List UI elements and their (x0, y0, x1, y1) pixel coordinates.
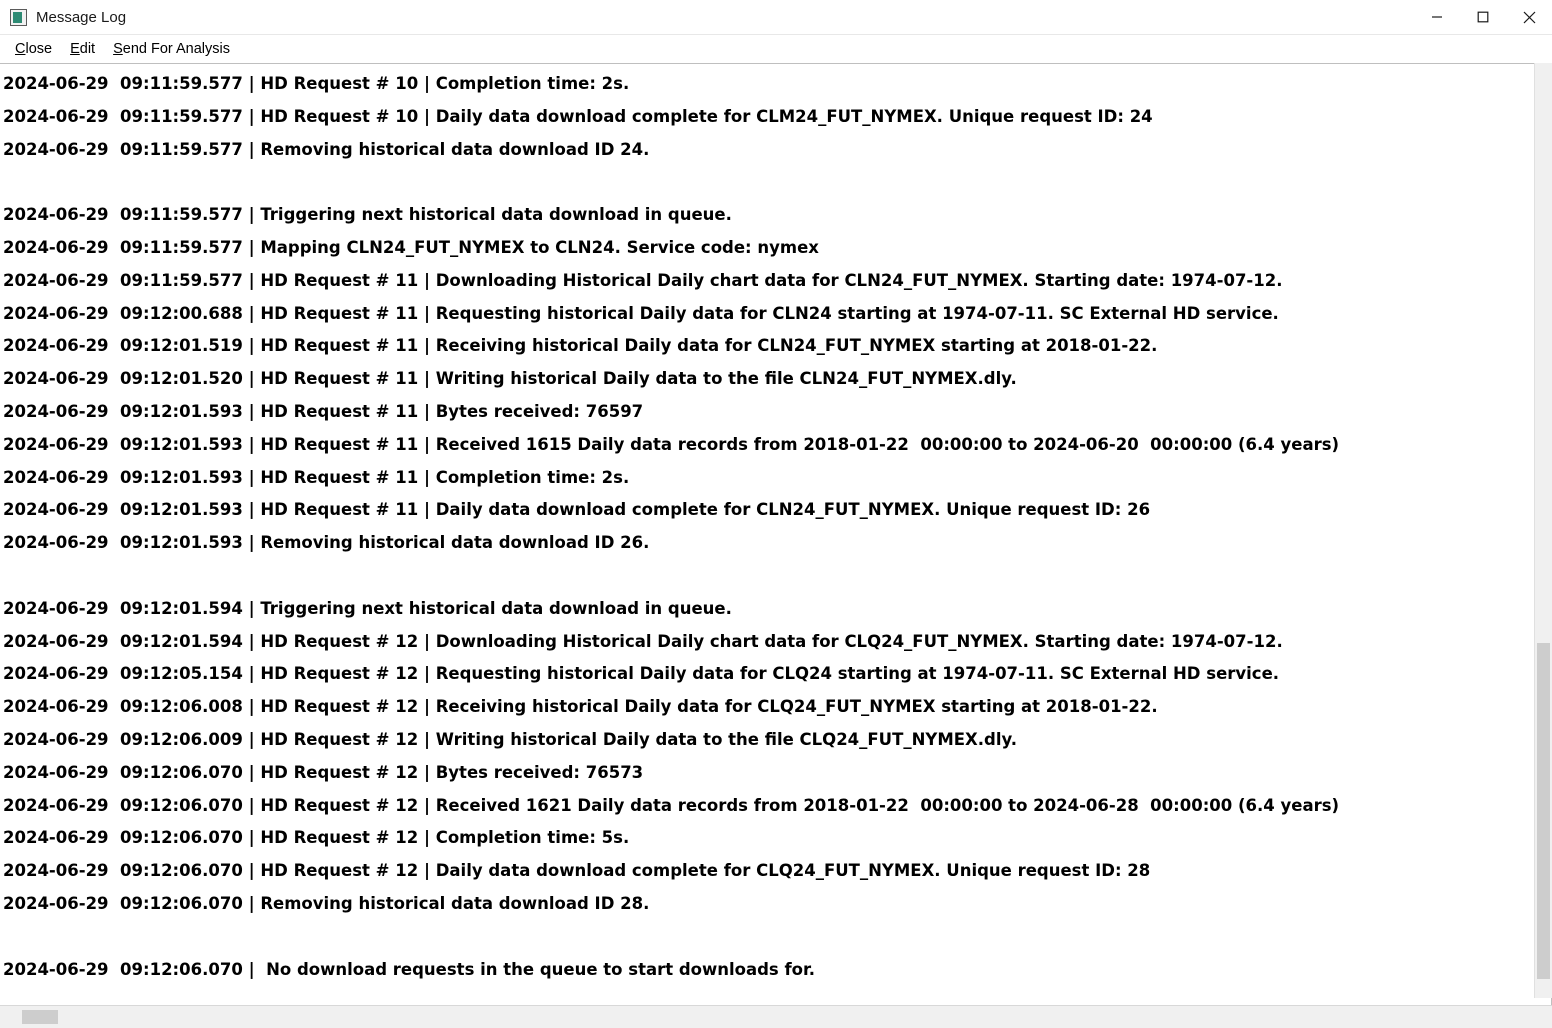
menu-item-edit-label: dit (79, 40, 96, 57)
log-line: 2024-06-29 09:12:00.688 | HD Request # 11 | Requesting historical Daily data for CLN24 starting at 1974-07-11. SC External HD service. (3, 303, 1279, 323)
log-line (0, 166, 1551, 199)
minimize-button[interactable] (1414, 0, 1460, 34)
log-line: 2024-06-29 09:12:06.070 | Removing historical data download ID 28. (3, 893, 650, 913)
log-line: 2024-06-29 09:12:01.594 | Triggering next historical data download in queue. (3, 598, 732, 618)
menu-item-close[interactable] (8, 39, 59, 60)
log-line: 2024-06-29 09:12:01.593 | HD Request # 11 | Received 1615 Daily data records from 2018-01-22 00:00:00 to 2024-06-20 00:00:00 (6.4 years) (3, 434, 1340, 454)
menu-bar (0, 35, 1552, 64)
title-bar (0, 0, 1552, 35)
scrollbar-corner (1535, 1006, 1552, 1028)
log-line: 2024-06-29 09:11:59.577 | HD Request # 10 | Completion time: 2s. (3, 74, 630, 93)
log-line: 2024-06-29 09:12:01.593 | HD Request # 11 | Completion time: 2s. (3, 467, 630, 487)
close-button[interactable] (1506, 0, 1552, 34)
message-log-icon (10, 9, 27, 26)
log-line (0, 560, 1551, 593)
log-line: 2024-06-29 09:12:01.593 | HD Request # 11 | Daily data download complete for CLN24_FUT_NYMEX. Unique request ID: 26 (3, 500, 1151, 520)
menu-item-edit-accel: E (70, 40, 80, 57)
vertical-scrollbar-thumb[interactable] (1537, 643, 1550, 980)
window-title: Message Log (36, 8, 127, 26)
horizontal-scrollbar[interactable] (0, 1005, 1552, 1028)
log-line: 2024-06-29 09:12:06.070 | HD Request # 12 | Bytes received: 76573 (3, 762, 644, 782)
log-viewport[interactable] (0, 64, 1552, 1028)
menu-item-edit[interactable] (63, 39, 102, 60)
log-line: 2024-06-29 09:12:06.070 | HD Request # 12 | Daily data download complete for CLQ24_FUT_NYMEX. Unique request ID: 28 (3, 861, 1151, 881)
log-line: 2024-06-29 09:12:01.593 | HD Request # 11 | Bytes received: 76597 (3, 401, 644, 421)
window-controls (1414, 0, 1552, 34)
log-line: 2024-06-29 09:12:01.594 | HD Request # 12 | Downloading Historical Daily chart data for CLQ24_FUT_NYMEX. Starting date: 1974-07-12. (3, 631, 1283, 651)
menu-item-send-label: end For Analysis (122, 40, 230, 57)
menu-item-close-accel: C (15, 40, 26, 57)
menu-item-send-for-analysis[interactable] (106, 39, 237, 60)
maximize-button[interactable] (1460, 0, 1506, 34)
menu-item-close-label: lose (25, 40, 53, 57)
log-line: 2024-06-29 09:12:06.070 | No download requests in the queue to start downloads for. (3, 959, 816, 979)
log-line: 2024-06-29 09:12:06.008 | HD Request # 12 | Receiving historical Daily data for CLQ24_FUT_NYMEX starting at 2018-01-22. (3, 697, 1158, 717)
log-text-area[interactable] (0, 64, 1551, 1028)
log-line: 2024-06-29 09:12:01.519 | HD Request # 11 | Receiving historical Daily data for CLN24_FUT_NYMEX starting at 2018-01-22. (3, 336, 1158, 356)
log-line: 2024-06-29 09:11:59.577 | HD Request # 10 | Daily data download complete for CLM24_FUT_NYMEX. Unique request ID: 24 (3, 106, 1153, 126)
log-line (0, 921, 1551, 954)
log-line: 2024-06-29 09:11:59.577 | HD Request # 11 | Downloading Historical Daily chart data for CLN24_FUT_NYMEX. Starting date: 1974-07-12. (3, 270, 1283, 290)
log-line: 2024-06-29 09:12:05.154 | HD Request # 12 | Requesting historical Daily data for CLQ24 starting at 1974-07-11. SC External HD service. (3, 664, 1280, 684)
log-line: 2024-06-29 09:11:59.577 | Removing historical data download ID 24. (3, 139, 650, 159)
log-line: 2024-06-29 09:12:01.593 | Removing historical data download ID 26. (3, 533, 650, 553)
vertical-scrollbar[interactable] (1534, 63, 1552, 998)
log-line: 2024-06-29 09:11:59.577 | Triggering next historical data download in queue. (3, 205, 732, 225)
log-line: 2024-06-29 09:12:06.070 | HD Request # 12 | Received 1621 Daily data records from 2018-01-22 00:00:00 to 2024-06-28 00:00:00 (6.4 years) (3, 795, 1340, 815)
horizontal-scrollbar-thumb[interactable] (22, 1010, 58, 1024)
title-bar-left (0, 9, 1414, 26)
log-line: 2024-06-29 09:12:01.520 | HD Request # 11 | Writing historical Daily data to the file CLN24_FUT_NYMEX.dly. (3, 369, 1017, 389)
log-line: 2024-06-29 09:12:06.070 | HD Request # 12 | Completion time: 5s. (3, 828, 630, 848)
log-line: 2024-06-29 09:12:06.009 | HD Request # 12 | Writing historical Daily data to the file CLQ24_FUT_NYMEX.dly. (3, 729, 1017, 749)
menu-item-send-accel: S (113, 40, 123, 57)
log-line: 2024-06-29 09:11:59.577 | Mapping CLN24_FUT_NYMEX to CLN24. Service code: nymex (3, 237, 819, 257)
